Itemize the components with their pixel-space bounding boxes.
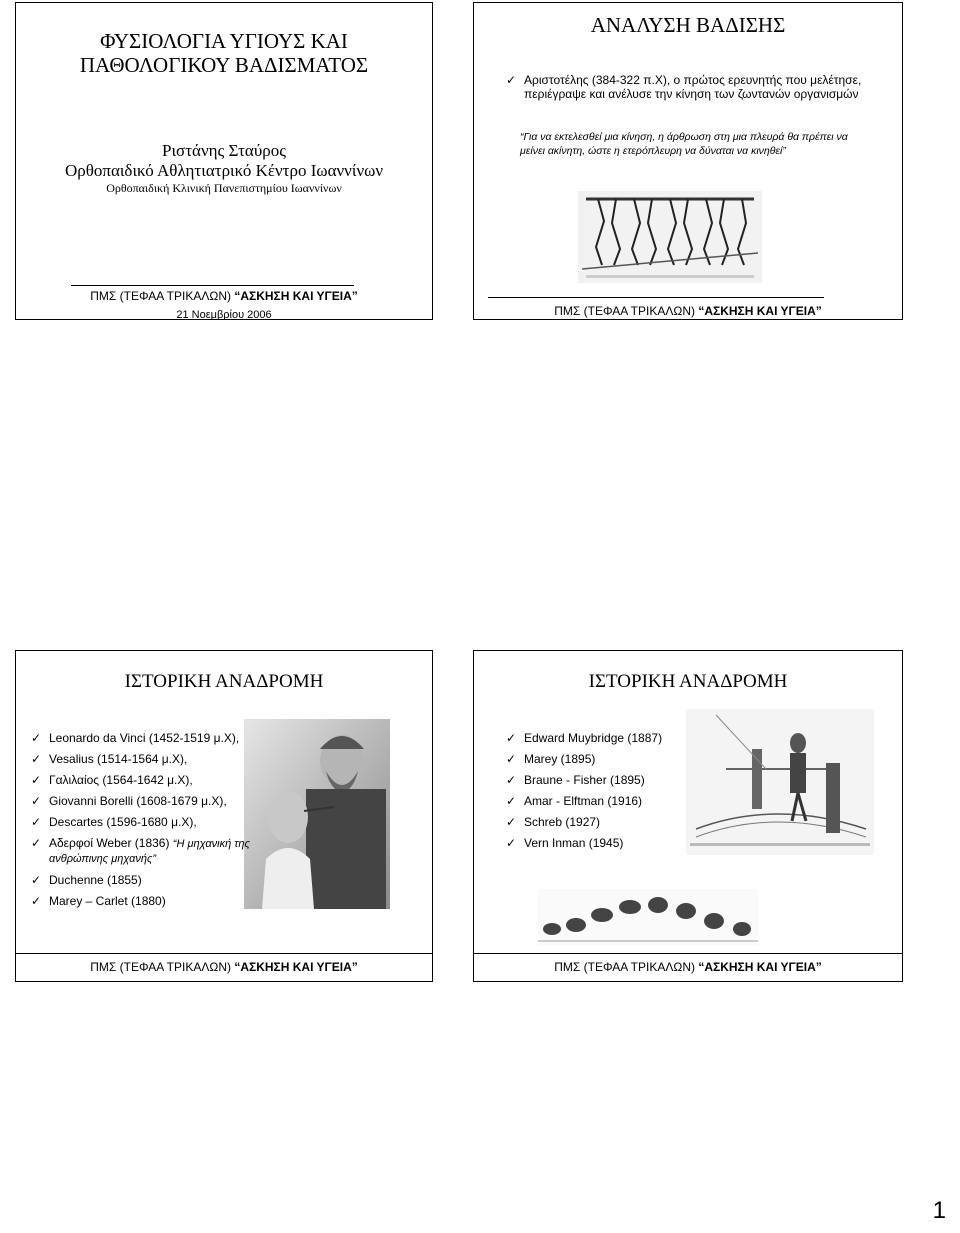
date: 21 Νοεμβρίου 2006 — [176, 309, 272, 320]
affiliation-2: Ορθοπαιδική Κλινική Πανεπιστημίου Ιωαννίνων — [106, 181, 342, 195]
slide-2 — [473, 2, 903, 320]
footer-divider — [473, 953, 903, 954]
list-item: ✓ Descartes (1596-1680 μ.Χ), — [31, 815, 197, 829]
slide-4-title: ΙΣΤΟΡΙΚΗ ΑΝΑΔΡΟΜΗ — [588, 671, 788, 692]
walking-machine-illustration — [578, 191, 762, 283]
list-item: ✓ Vern Inman (1945) — [506, 836, 624, 850]
footer-divider — [488, 297, 824, 298]
aristotle-list — [506, 73, 878, 101]
list-item: ✓ Duchenne (1855) — [31, 873, 142, 887]
apparatus-illustration — [686, 709, 874, 855]
list-item: ✓ Amar - Elftman (1916) — [506, 794, 643, 808]
jump-sequence-illustration — [538, 889, 758, 945]
footer-text: ΠΜΣ (ΤΕΦΑΑ ΤΡΙΚΑΛΩΝ) “ΑΣΚΗΣΗ ΚΑΙ ΥΓΕΙΑ” — [554, 960, 822, 974]
history-list-1 — [31, 731, 281, 915]
footer-text: ΠΜΣ (ΤΕΦΑΑ ΤΡΙΚΑΛΩΝ) “ΑΣΚΗΣΗ ΚΑΙ ΥΓΕΙΑ” — [90, 289, 358, 303]
affiliation-1: Ορθοπαιδικό Αθλητιατρικό Κέντρο Ιωαννίνων — [64, 161, 384, 180]
list-item: ✓ Γαλιλαίος (1564-1642 μ.Χ), — [31, 773, 193, 787]
list-item: ✓ Marey – Carlet (1880) — [31, 894, 166, 908]
list-item: ✓ Schreb (1927) — [506, 815, 601, 829]
slide-1 — [15, 2, 433, 320]
footer-divider — [71, 285, 354, 286]
slide-3 — [15, 650, 433, 982]
slide-3-title: ΙΣΤΟΡΙΚΗ ΑΝΑΔΡΟΜΗ — [124, 671, 324, 692]
list-item: ✓ Αριστοτέλης (384-322 π.Χ), ο πρώτος ερευνητής που μελέτησε, περιέγραψε και ανέλυσε την κίνηση των ζωντανών οργανισμών — [506, 73, 862, 101]
title-line-2: ΠΑΘΟΛΟΓΙΚΟΥ ΒΑΔΙΣΜΑΤΟΣ — [79, 53, 369, 77]
list-item: ✓ Marey (1895) — [506, 752, 596, 766]
list-item: ✓ Edward Muybridge (1887) — [506, 731, 663, 745]
list-item: ✓ Braune - Fisher (1895) — [506, 773, 645, 787]
author-name: Ριστάνης Σταύρος — [162, 141, 286, 160]
footer-text: ΠΜΣ (ΤΕΦΑΑ ΤΡΙΚΑΛΩΝ) “ΑΣΚΗΣΗ ΚΑΙ ΥΓΕΙΑ” — [554, 304, 822, 318]
slide-4 — [473, 650, 903, 982]
list-item: ✓ Leonardo da Vinci (1452-1519 μ.Χ), — [31, 731, 240, 745]
title-line-1: ΦΥΣΙΟΛΟΓΙΑ ΥΓΙΟΥΣ ΚΑΙ — [100, 29, 348, 53]
list-item: ✓ Giovanni Borelli (1608-1679 μ.Χ), — [31, 794, 227, 808]
quote-text: “Για να εκτελεσθεί μια κίνηση, η άρθρωση στη μια πλευρά θα πρέπει να μείνει ακίνητη, ώστε η ετερόπλευρη να δύναται να κινηθεί” — [520, 131, 848, 157]
list-item: ✓ Vesalius (1514-1564 μ.Χ), — [31, 752, 188, 766]
footer-text: ΠΜΣ (ΤΕΦΑΑ ΤΡΙΚΑΛΩΝ) “ΑΣΚΗΣΗ ΚΑΙ ΥΓΕΙΑ” — [90, 960, 358, 974]
page-number: 1 — [932, 1197, 946, 1224]
footer-divider — [15, 953, 433, 954]
slide-1-title — [16, 29, 432, 77]
slide-2-title: ΑΝΑΛΥΣΗ ΒΑΔΙΣΗΣ — [590, 13, 786, 37]
list-item: ✓ Αδερφοί Weber (1836) “Η μηχανική της ανθρώπινης μηχανής” — [31, 836, 250, 865]
history-list-2 — [506, 731, 706, 857]
